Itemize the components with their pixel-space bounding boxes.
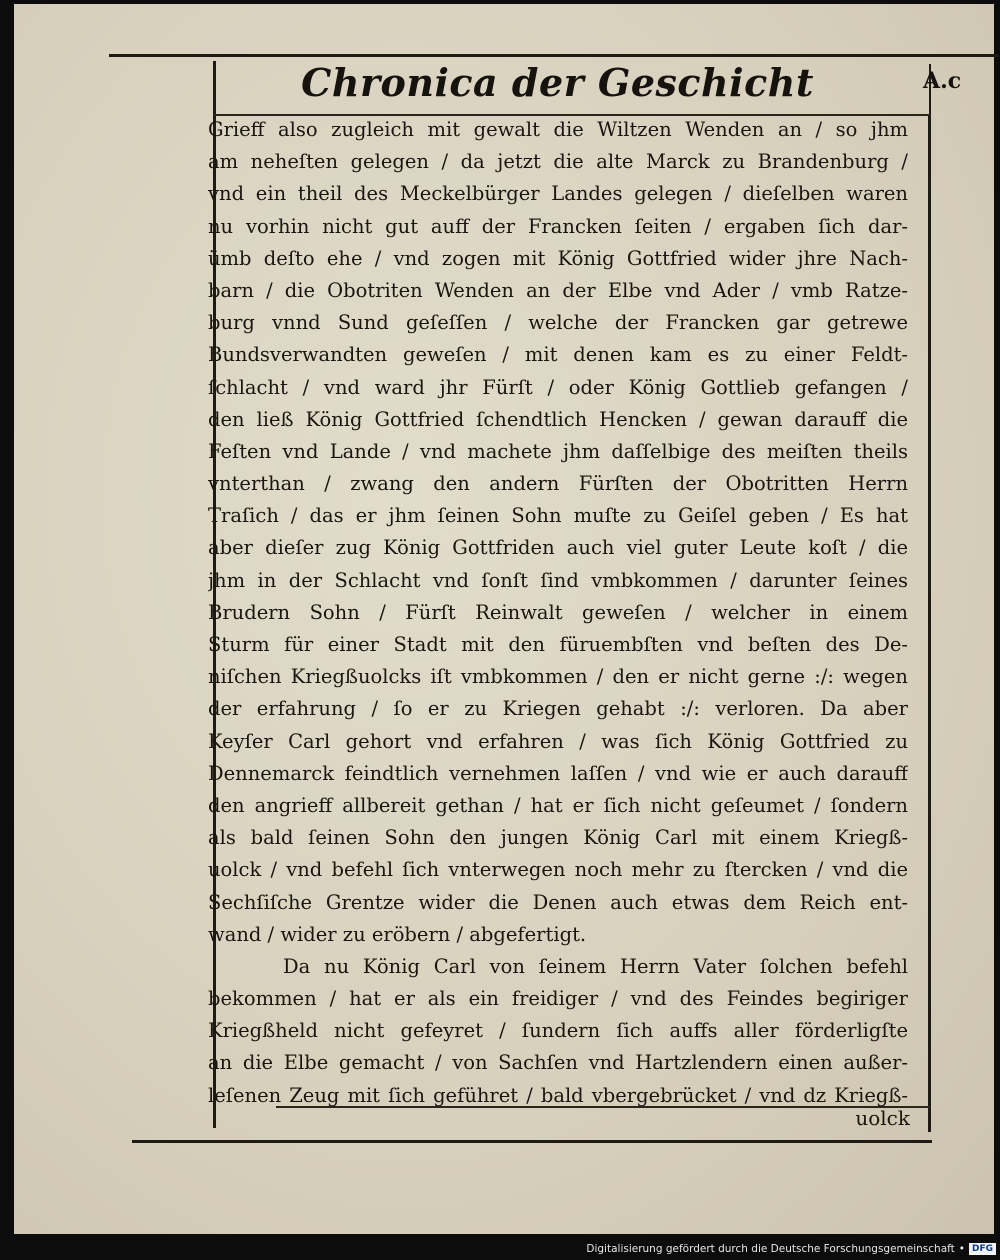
text-line: Sechſiſche Grentze wider die Denen auch etwas dem Reich ent- [208, 890, 908, 914]
text-line: aber dieſer zug König Gottfriden auch viel guter Leute koſt / die [208, 536, 908, 560]
text-line: bekommen / hat er als ein freidiger / vnd des Feindes begiriger [208, 987, 908, 1011]
text-line: an die Elbe gemacht / von Sachſen vnd Hartzlendern einen außer- [208, 1051, 908, 1075]
digitization-footer [586, 1243, 996, 1255]
text-line: ſchlacht / vnd ward jhr Fürſt / oder König Gottlieb gefangen / [208, 375, 908, 399]
text-line: Grieff also zugleich mit gewalt die Wiltzen Wenden an / so jhm [208, 118, 908, 141]
text-line: leſenen Zeug mit ſich geführet / bald vbergebrücket / vnd dz Kriegß- [208, 1083, 908, 1107]
text-line: als bald ſeinen Sohn den jungen König Carl mit einem Kriegß- [208, 826, 908, 850]
text-line: nu vorhin nicht gut auff der Francken ſeiten / ergaben ſich dar- [208, 214, 908, 238]
bottom-rule [132, 1140, 932, 1143]
bullet-separator: • [958, 1243, 965, 1255]
text-line: Bundsverwandten geweſen / mit denen kam es zu einer Feldt- [208, 343, 908, 367]
paragraph-start-line: Da nu König Carl von ſeinem Herrn Vater ſolchen befehl [283, 954, 908, 978]
text-line: den angrieff allbereit gethan / hat er ſich nicht geſeumet / ſondern [208, 793, 908, 817]
catchword: uolck [855, 1106, 910, 1130]
text-line: wand / wider zu eröbern / abgefertigt. [208, 922, 587, 946]
text-line: Sturm für einer Stadt mit den füruembſten vnd beſten des De- [208, 633, 908, 656]
text-line: Keyſer Carl gehort vnd erfahren / was ſich König Gottfried zu [208, 729, 908, 753]
text-line: ümb deſto ehe / vnd zogen mit König Gottfried wider jhre Nach- [208, 246, 908, 270]
text-line: niſchen Kriegßuolcks iſt vmbkommen / den er nicht gerne :/: wegen [208, 665, 908, 689]
text-line: uolck / vnd befehl ſich vnterwegen noch mehr zu ſtercken / vnd die [208, 858, 908, 882]
footer-credit: Digitalisierung gefördert durch die Deutsche Forschungsgemeinschaft [586, 1243, 955, 1255]
top-rule [109, 54, 999, 57]
body-text [208, 114, 908, 1112]
text-line: der erfahrung / ſo er zu Kriegen gehabt :/: verloren. Da aber [208, 697, 908, 721]
text-line: Traſich / das er jhm ſeinen Sohn muſte zu Geiſel geben / Es hat [208, 504, 908, 528]
text-line: den ließ König Gottfried ſchendtlich Hencken / gewan darauff die [208, 407, 908, 431]
text-line: vnd ein theil des Meckelbürger Landes gelegen / dieſelben waren [208, 182, 908, 206]
text-line: barn / die Obotriten Wenden an der Elbe vnd Ader / vmb Ratze- [208, 278, 908, 302]
running-title: Chronica der Geschicht [301, 60, 814, 105]
text-line: Dennemarck feindtlich vernehmen laſſen / vnd wie er auch darauff [208, 761, 908, 785]
text-line: am neheſten gelegen / da jetzt die alte Marck zu Brandenburg / [208, 150, 908, 174]
text-line: Feſten vnd Lande / vnd machete jhm daſſelbige des meiſten theils [208, 439, 908, 463]
text-line: vnterthan / zwang den andern Fürſten der Obotritten Herrn [208, 472, 908, 496]
text-line: burg vnnd Sund geſeſſen / welche der Francken gar getrewe [208, 311, 908, 335]
right-border-rule [928, 114, 931, 1132]
text-line: Brudern Sohn / Fürſt Reinwalt geweſen / welcher in einem [208, 600, 908, 624]
dfg-logo-icon: DFG [969, 1243, 996, 1255]
text-line: jhm in der Schlacht vnd ſonſt ſind vmbkommen / darunter ſeines [208, 568, 908, 592]
page-signature: A.c [923, 68, 962, 94]
text-line: Kriegßheld nicht gefeyret / ſundern ſich auffs aller förderligſte [208, 1019, 908, 1043]
